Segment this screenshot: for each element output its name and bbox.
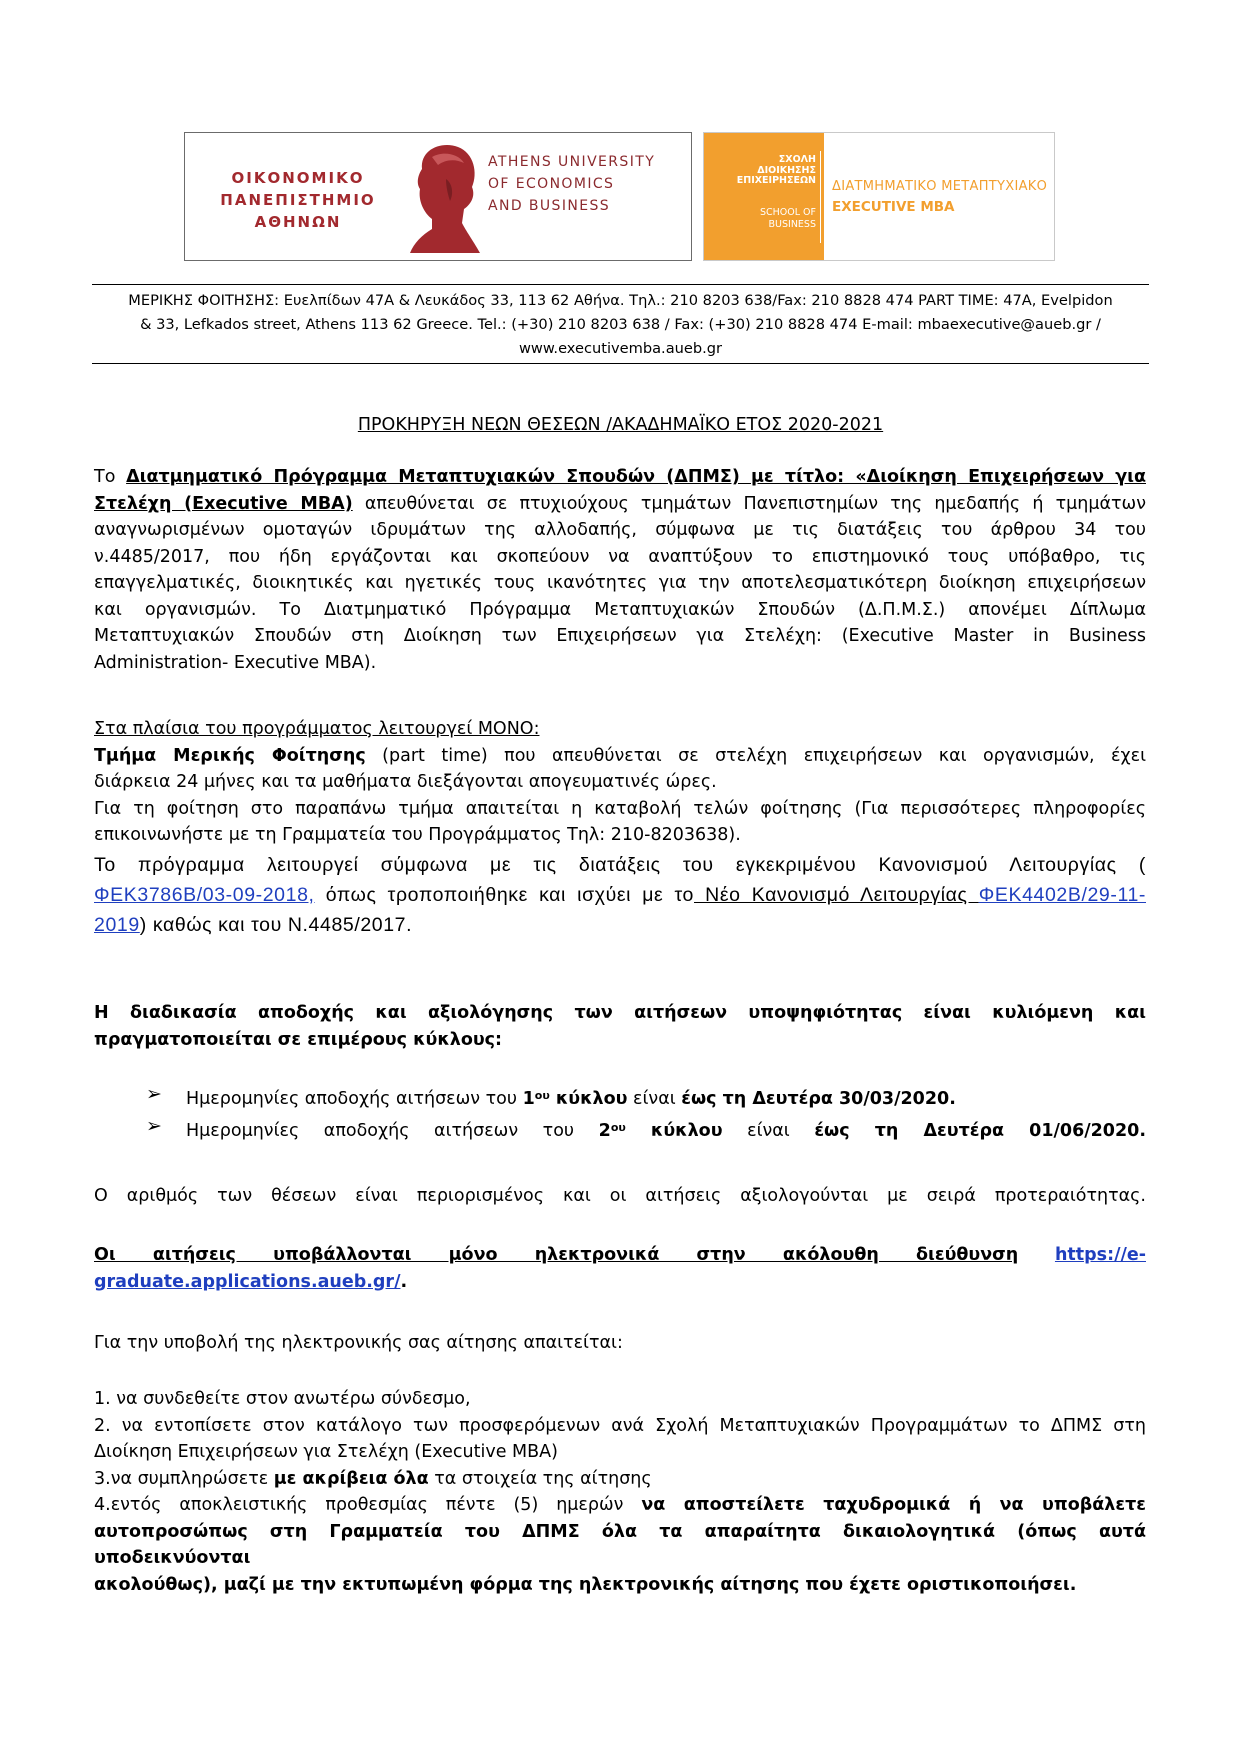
aueb-greek-line: ΑΘΗΝΩΝ [254,213,342,231]
application-link-cont[interactable]: graduate.applications.aueb.gr/ [94,1271,401,1292]
school-greek-line: ΣΧΟΛΗ [778,154,816,165]
school-of-business-box [704,133,824,260]
limited-line: Ο αριθμός των θέσεων είναι περιορισμένος και οι αιτήσεις αξιολογούνται με σειρά προτεραιότητας. [94,1186,1146,1206]
requirements-list [94,1386,1146,1598]
intro-line: αναγνωρισμένων ομοταγών ιδρυμάτων της αλλοδαπής, σύμφωνα με τις διατάξεις του άρθρου 34 του [94,520,1146,540]
part-time-text: (part time) που απευθύνεται σε στελέχη επιχειρήσεων και οργανισμών, έχει [365,745,1146,766]
cycle-label: κύκλου [549,1089,628,1109]
limited-seats-note [94,1183,1146,1210]
header-rule-top [92,284,1149,285]
aueb-greek-line: ΠΑΝΕΠΙΣΤΗΜΙΟ [220,191,376,209]
requirement-text: 3.να συμπληρώσετε [94,1468,274,1489]
school-english-name [712,207,816,231]
cycle-line [186,1086,1146,1113]
program-name: EXECUTIVE MBA [832,199,955,215]
requirement-emphasis: να αποστείλετε ταχυδρομικά ή να υποβάλετε [641,1495,1146,1515]
regulation-text: Νέο Κανονισμό Λειτουργίας [694,884,979,906]
part-time-line: επικοινωνήστε με τη Γραμματεία του Προγράμματος Τηλ: 210-8203638). [94,825,741,845]
page-title: ΠΡΟΚΗΡΥΞΗ ΝΕΩΝ ΘΕΣΕΩΝ /ΑΚΑΔΗΜΑΪΚΟ ΕΤΟΣ 2020-2021 [357,415,884,435]
intro-paragraph [94,464,1146,676]
regulation-line [94,910,1146,940]
intro-line [94,464,1146,491]
requirement-item: 1. να συνδεθείτε στον ανωτέρω σύνδεσμο, [94,1389,471,1409]
online-text: . [400,1271,408,1292]
application-link[interactable]: https://e- [1054,1245,1146,1265]
regulation-line [94,880,1146,910]
aueb-greek-line: ΟΙΚΟΝΟΜΙΚΟ [231,169,365,187]
cycle-2 [186,1118,1146,1145]
cycle-ordinal: ου [610,1121,626,1134]
part-time-line: Για τη φοίτηση στο παραπάνω τμήμα απαιτείται η καταβολή τελών φοίτησης (Για περισσότερες πληροφορίες [94,798,1146,819]
logo-divider [820,151,821,243]
program-title-end: Στελέχη (Executive MBA) [94,493,353,514]
requirement-item: Διοίκηση Επιχειρήσεων για Στελέχη (Executive MBA) [94,1442,558,1462]
requirement-item: αυτοπροσώπως στη Γραμματεία του ΔΠΜΣ όλα τα απαραίτητα δικαιολογητικά (όπως αυτά υποδεικνύονται [94,1521,1146,1568]
school-greek-line: ΕΠΙΧΕΙΡΗΣΕΩΝ [736,175,816,186]
cycle-deadline: έως τη Δευτέρα 01/06/2020. [814,1121,1146,1141]
requirement-item: 2. να εντοπίσετε στον κατάλογο των προσφερόμενων ανά Σχολή Μεταπτυχιακών Προγραμμάτων το ΔΠΜΣ στη [94,1415,1146,1436]
process-paragraph [94,1000,1146,1053]
school-greek-name [712,155,816,187]
requirement-item [94,1466,1146,1493]
part-time-label: Τμήμα Μερικής Φοίτησης [94,745,366,766]
intro-line: και οργανισμών. Το Διατμηματικό Πρόγραμμα Μεταπτυχιακών Σπουδών (Δ.Π.Μ.Σ.) απονέμει Δίπλωμα [94,599,1146,620]
cycle-label: κύκλου [625,1121,723,1141]
aueb-logo [184,132,692,261]
part-time-section [94,716,1146,849]
cycle-deadline: έως τη Δευτέρα 30/03/2020. [681,1089,956,1109]
intro-text: Το [94,467,127,487]
header-rule-bottom [92,363,1149,364]
requirements-heading [94,1330,1146,1357]
intro-text: απευθύνεται σε πτυχιούχους τμημάτων Πανεπιστημίων της ημεδαπής ή τμημάτων [352,493,1146,514]
part-time-line: διάρκεια 24 μήνες και τα μαθήματα διεξάγονται απογευματινές ώρες. [94,772,717,792]
online-line [94,1269,1146,1296]
online-text: Οι αιτήσεις υποβάλλονται μόνο ηλεκτρονικά στην ακόλουθη διεύθυνση [94,1245,1019,1265]
requirements-heading-text: Για την υποβολή της ηλεκτρονικής σας αίτησης απαιτείται: [94,1333,623,1353]
address-line: & 33, Lefkados street, Athens 113 62 Greece. Tel.: (+30) 210 8203 638 / Fax: (+30) 210 8828 474 E-mail: mbaexecutive@aueb.gr / [140,316,1101,333]
aueb-english-line: ATHENS UNIVERSITY [488,154,656,170]
hermes-head-icon [402,139,484,257]
intro-line: Μεταπτυχιακών Σπουδών στη Διοίκηση των Επιχειρήσεων για Στελέχη: (Executive Master in Business [94,626,1146,646]
fek-2018-link[interactable]: ΦΕΚ3786Β/03-09-2018, [94,884,315,906]
requirement-text: 4.εντός αποκλειστικής προθεσμίας πέντε (5) ημερών [94,1495,642,1515]
regulation-line: Το πρόγραμμα λειτουργεί σύμφωνα με τις διατάξεις του εγκεκριμένου Κανονισμού Λειτουργίας ( [94,854,1146,876]
program-title: Διατμηματικό Πρόγραμμα Μεταπτυχιακών Σπουδών (ΔΠΜΣ) με τίτλο: «Διοίκηση Επιχειρήσεων για [126,467,1146,487]
aueb-english-line: OF ECONOMICS [488,176,615,192]
process-line: πραγματοποιείται σε επιμέρους κύκλους: [94,1029,503,1050]
cycle-number: 2 [598,1121,611,1141]
address-line: ΜΕΡΙΚΗΣ ΦΟΙΤΗΣΗΣ: Ευελπίδων 47Α & Λευκάδος 33, 113 62 Αθήνα. Τηλ.: 210 8203 638/Fax: 210 8828 474 PART TIME: 47A, Evelpidon [128,292,1113,309]
part-time-heading: Στα πλαίσια του προγράμματος λειτουργεί ΜΟΝΟ: [94,719,540,739]
arrow-bullet-icon: ➢ [146,1115,162,1137]
executive-mba-logo [703,132,1055,261]
aueb-greek-name [219,167,377,233]
cycle-line [186,1118,1146,1145]
arrow-bullet-icon: ➢ [146,1083,162,1105]
intro-line: επαγγελματικές, διοικητικές και ηγετικές τους ικανότητες για την αποτελεσματικότερη διοίκηση επιχειρήσεων [94,573,1146,593]
aueb-english-name [488,151,655,217]
intro-line [94,491,1146,518]
cycle-text: Ημερομηνίες αποδοχής αιτήσεων του [186,1089,523,1109]
cycle-text: είναι [627,1089,682,1109]
process-line: Η διαδικασία αποδοχής και αξιολόγησης των αιτήσεων υποψηφιότητας είναι κυλιόμενη και [94,1003,1146,1023]
school-english-line: SCHOOL OF [759,207,816,218]
fek-2019-link[interactable]: ΦΕΚ4402Β/29-11- [978,884,1146,906]
online-application [94,1242,1146,1295]
online-line [94,1242,1146,1269]
cycle-text: Ημερομηνίες αποδοχής αιτήσεων του [186,1121,599,1141]
cycle-ordinal: ου [534,1089,550,1102]
cycle-1 [186,1086,1146,1113]
regulation-text: ) καθώς και του Ν.4485/2017. [139,914,413,936]
regulation-paragraph [94,850,1146,940]
intro-line: Administration- Executive MBA). [94,652,377,673]
intro-line: ν.4485/2017, που ήδη εργάζονται και σκοπεύουν να αναπτύξουν το επιστημονικό τους υπόβαθρο, τις [94,546,1146,567]
school-english-line: BUSINESS [768,219,816,230]
school-greek-line: ΔΙΟΙΚΗΣΗΣ [757,164,816,176]
requirement-emphasis: με ακρίβεια όλα [273,1468,429,1489]
requirement-item: ακολούθως), μαζί με την εκτυπωμένη φόρμα της ηλεκτρονικής αίτησης που έχετε οριστικοποιήσει. [94,1574,1077,1595]
contact-address [92,289,1149,361]
regulation-text: όπως τροποποιήθηκε και ισχύει με το [314,884,694,906]
cycle-number: 1 [522,1089,535,1109]
aueb-english-line: AND BUSINESS [488,198,611,214]
fek-2019-link-cont[interactable]: 2019 [94,914,140,936]
part-time-line [94,743,1146,770]
address-line: www.executivemba.aueb.gr [518,340,723,357]
program-type: ΔΙΑΤΜΗΜΑΤΙΚΟ ΜΕΤΑΠΤΥΧΙΑΚΟ [832,179,1048,194]
requirement-item [94,1492,1146,1519]
requirement-text: τα στοιχεία της αίτησης [428,1468,652,1489]
cycle-text: είναι [722,1121,815,1141]
